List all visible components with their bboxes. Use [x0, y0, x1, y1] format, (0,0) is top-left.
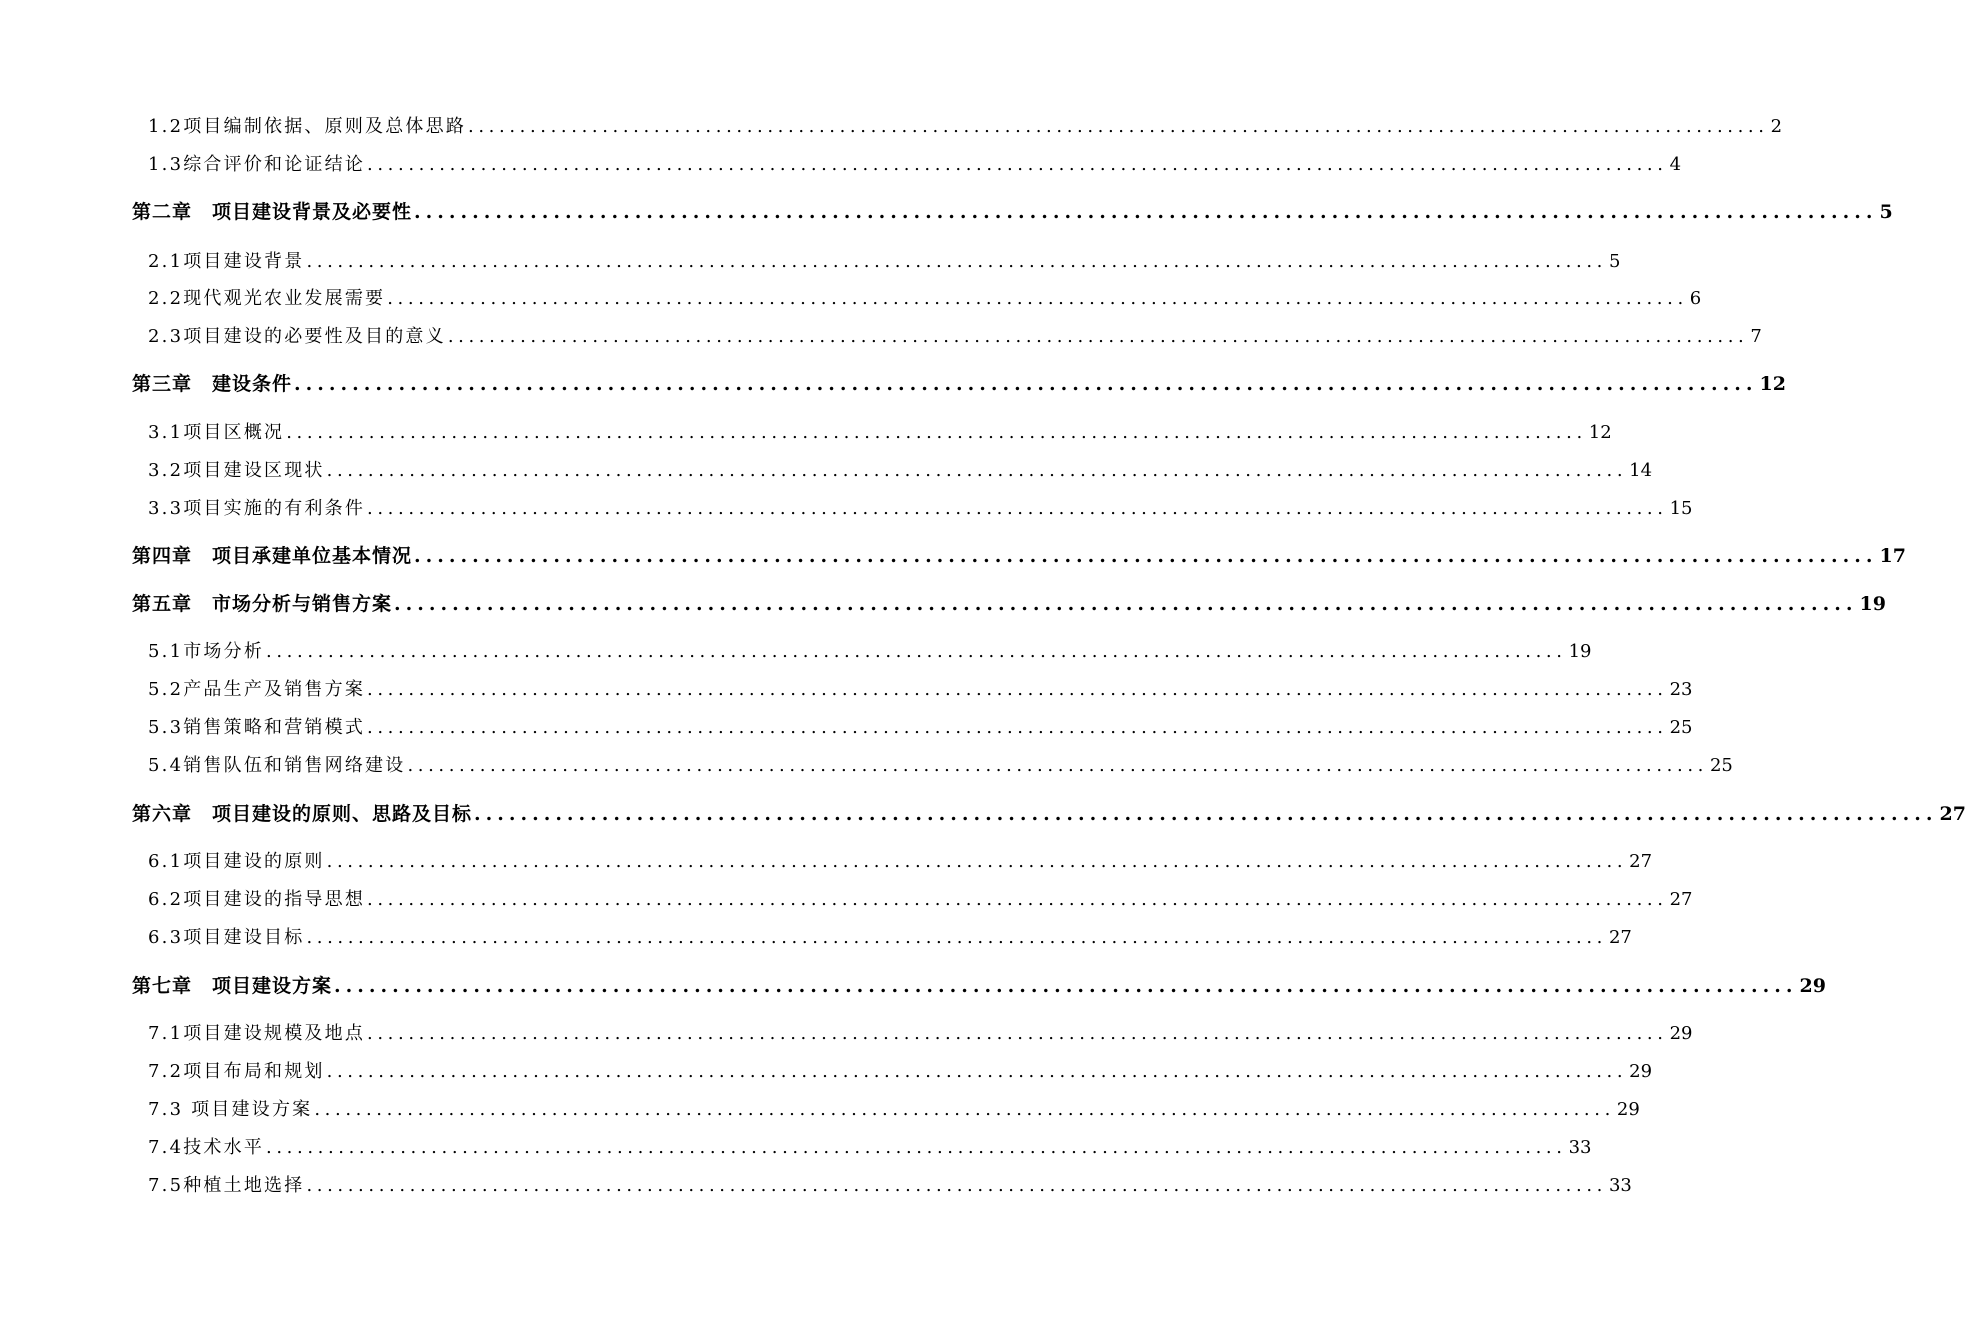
toc-entry-label: 2.2现代观光农业发展需要	[148, 288, 386, 309]
dot-leader: ..............................................................................................................................	[407, 755, 1708, 776]
dot-leader: ..............................................................................................................................	[367, 498, 1668, 519]
toc-chapter-6[interactable]	[132, 803, 1966, 825]
toc-entry-label: 7.2项目布局和规划	[148, 1061, 325, 1082]
toc-entry-label: 6.3项目建设目标	[148, 927, 305, 948]
dot-leader: ..............................................................................................................................	[367, 717, 1668, 738]
toc-entry-1-2[interactable]	[148, 116, 1783, 137]
toc-entry-5-3[interactable]	[148, 717, 1693, 738]
toc-entry-7-5[interactable]	[148, 1175, 1632, 1196]
toc-entry-label: 2.3项目建设的必要性及目的意义	[148, 326, 446, 347]
dot-leader: ..............................................................................................................................	[474, 803, 1938, 825]
toc-page-number: 27	[1629, 851, 1653, 872]
dot-leader: ..............................................................................................................................	[266, 1137, 1567, 1158]
toc-chapter-2[interactable]	[132, 201, 1893, 223]
toc-chapter-3[interactable]	[132, 373, 1786, 395]
toc-entry-2-3[interactable]	[148, 326, 1762, 347]
dot-leader: ..............................................................................................................................	[326, 851, 1628, 872]
dot-leader: ..............................................................................................................................	[447, 326, 1749, 347]
toc-page-number: 33	[1568, 1137, 1592, 1158]
toc-page-number: 15	[1669, 498, 1693, 519]
toc-page-number: 29	[1616, 1099, 1640, 1120]
toc-chapter-5[interactable]	[132, 593, 1886, 615]
toc-entry-label: 2.1项目建设背景	[148, 251, 305, 272]
toc-entry-label: 5.4销售队伍和销售网络建设	[148, 755, 406, 776]
toc-page-number: 12	[1588, 422, 1612, 443]
toc-chapter-7[interactable]	[132, 975, 1826, 997]
toc-entry-7-4[interactable]	[148, 1137, 1592, 1158]
dot-leader: ..............................................................................................................................	[367, 889, 1668, 910]
toc-entry-7-3[interactable]	[148, 1099, 1640, 1120]
toc-chapter-label: 第三章 建设条件	[132, 373, 293, 395]
toc-chapter-label: 第二章 项目建设背景及必要性	[132, 201, 413, 223]
toc-page-number: 23	[1669, 679, 1693, 700]
dot-leader: ..............................................................................................................................	[367, 679, 1668, 700]
toc-entry-2-2[interactable]	[148, 288, 1702, 309]
dot-leader: ..............................................................................................................................	[294, 373, 1758, 395]
toc-page-number: 33	[1608, 1175, 1632, 1196]
toc-chapter-label: 第四章 项目承建单位基本情况	[132, 545, 413, 567]
toc-entry-label: 7.4技术水平	[148, 1137, 265, 1158]
toc-entry-6-2[interactable]	[148, 889, 1693, 910]
toc-entry-label: 1.2项目编制依据、原则及总体思路	[148, 116, 467, 137]
toc-entry-label: 5.2产品生产及销售方案	[148, 679, 366, 700]
toc-page-number: 5	[1608, 251, 1621, 272]
dot-leader: ..............................................................................................................................	[334, 975, 1798, 997]
toc-entry-label: 7.3 项目建设方案	[148, 1099, 313, 1120]
toc-entry-label: 7.5种植土地选择	[148, 1175, 305, 1196]
toc-page-number: 6	[1689, 288, 1702, 309]
dot-leader: ..............................................................................................................................	[326, 1061, 1628, 1082]
toc-entry-5-2[interactable]	[148, 679, 1693, 700]
toc-page-number: 27	[1939, 803, 1966, 825]
toc-entry-3-1[interactable]	[148, 422, 1612, 443]
toc-entry-3-3[interactable]	[148, 498, 1693, 519]
toc-chapter-4[interactable]	[132, 545, 1906, 567]
toc-chapter-label: 第五章 市场分析与销售方案	[132, 593, 393, 615]
toc-entry-3-2[interactable]	[148, 460, 1653, 481]
toc-page-number: 29	[1629, 1061, 1653, 1082]
toc-page-number: 29	[1799, 975, 1826, 997]
toc-entry-5-4[interactable]	[148, 755, 1733, 776]
toc-entry-1-3[interactable]	[148, 154, 1682, 175]
dot-leader: ..............................................................................................................................	[387, 288, 1688, 309]
dot-leader: ..............................................................................................................................	[414, 201, 1878, 223]
toc-entry-6-3[interactable]	[148, 927, 1632, 948]
dot-leader: ..............................................................................................................................	[468, 116, 1769, 137]
toc-page-number: 12	[1759, 373, 1786, 395]
toc-entry-label: 1.3综合评价和论证结论	[148, 154, 366, 175]
toc-page-number: 27	[1608, 927, 1632, 948]
dot-leader: ..............................................................................................................................	[326, 460, 1628, 481]
toc-entry-2-1[interactable]	[148, 251, 1621, 272]
toc-page-number: 25	[1669, 717, 1693, 738]
toc-page-number: 25	[1709, 755, 1733, 776]
toc-entry-5-1[interactable]	[148, 641, 1592, 662]
toc-entry-label: 5.3销售策略和营销模式	[148, 717, 366, 738]
dot-leader: ..............................................................................................................................	[394, 593, 1858, 615]
dot-leader: ..............................................................................................................................	[367, 1023, 1668, 1044]
toc-entry-7-1[interactable]	[148, 1023, 1693, 1044]
toc-page-number: 17	[1879, 545, 1906, 567]
toc-page-number: 4	[1669, 154, 1682, 175]
toc-entry-label: 5.1市场分析	[148, 641, 265, 662]
toc-page-number: 29	[1669, 1023, 1693, 1044]
toc-entry-label: 3.2项目建设区现状	[148, 460, 325, 481]
toc-page-number: 19	[1859, 593, 1886, 615]
toc-entry-label: 6.2项目建设的指导思想	[148, 889, 366, 910]
dot-leader: ..............................................................................................................................	[367, 154, 1668, 175]
toc-entry-6-1[interactable]	[148, 851, 1653, 872]
dot-leader: ..............................................................................................................................	[306, 927, 1607, 948]
toc-entry-label: 3.3项目实施的有利条件	[148, 498, 366, 519]
toc-chapter-label: 第六章 项目建设的原则、思路及目标	[132, 803, 473, 825]
toc-page-number: 2	[1770, 116, 1783, 137]
toc-page-number: 27	[1669, 889, 1693, 910]
dot-leader: ..............................................................................................................................	[414, 545, 1878, 567]
dot-leader: ..............................................................................................................................	[314, 1099, 1615, 1120]
toc-page-number: 14	[1629, 460, 1653, 481]
toc-page-number: 5	[1879, 201, 1893, 223]
toc-entry-label: 3.1项目区概况	[148, 422, 285, 443]
toc-page-number: 7	[1750, 326, 1762, 347]
dot-leader: ..............................................................................................................................	[286, 422, 1587, 443]
dot-leader: ..............................................................................................................................	[306, 251, 1607, 272]
toc-entry-label: 7.1项目建设规模及地点	[148, 1023, 366, 1044]
dot-leader: ..............................................................................................................................	[306, 1175, 1607, 1196]
dot-leader: ..............................................................................................................................	[266, 641, 1567, 662]
toc-chapter-label: 第七章 项目建设方案	[132, 975, 333, 997]
toc-page-number: 19	[1568, 641, 1592, 662]
toc-entry-7-2[interactable]	[148, 1061, 1653, 1082]
toc-entry-label: 6.1项目建设的原则	[148, 851, 325, 872]
